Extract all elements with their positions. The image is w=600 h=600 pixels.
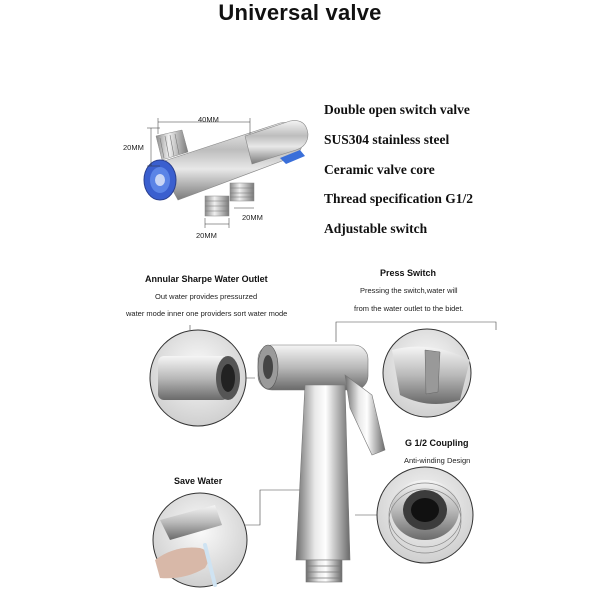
coupling-desc: Anti-winding Design (404, 456, 471, 465)
dim-bottom-right-label: 20MM (242, 213, 263, 222)
feature-5: Adjustable switch (324, 221, 428, 236)
dim-left-label: 20MM (123, 143, 144, 152)
dim-bottom-left-label: 20MM (196, 231, 217, 240)
feature-2: SUS304 stainless steel (324, 132, 450, 147)
switch-title: Press Switch (380, 268, 437, 278)
coupling-title: G 1/2 Coupling (405, 438, 469, 448)
save-water-title: Save Water (174, 476, 223, 486)
dim-top-label: 40MM (198, 115, 219, 124)
switch-desc-line2: from the water outlet to the bidet. (354, 304, 464, 313)
outlet-desc-line2: water mode inner one providers sort water mode (126, 309, 288, 318)
outlet-desc-line1: Out water provides pressurzed (155, 292, 258, 301)
page-title: Universal valve (218, 0, 382, 25)
sprayer-image (258, 345, 385, 582)
feature-1: Double open switch valve (324, 102, 470, 117)
switch-desc-line1: Pressing the switch,water will (360, 286, 458, 295)
feature-4: Thread specification G1/2 (324, 191, 474, 206)
feature-3: Ceramic valve core (324, 162, 435, 177)
outlet-title: Annular Sharpe Water Outlet (145, 274, 268, 284)
